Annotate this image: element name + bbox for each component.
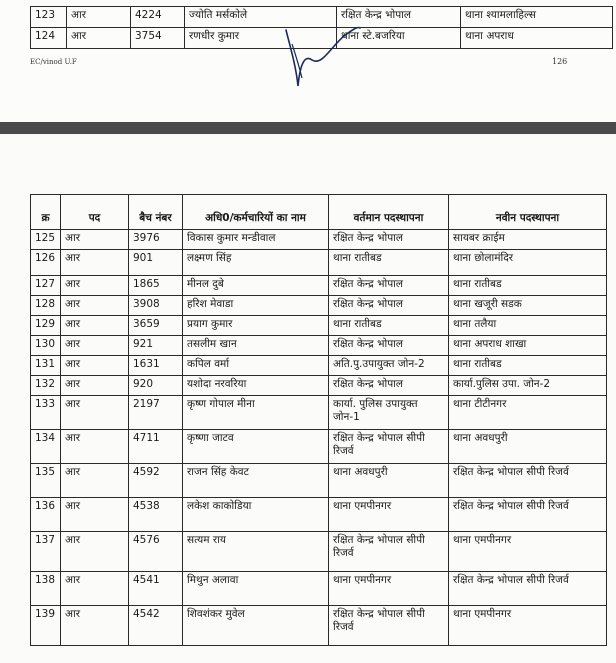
page-number: 126 — [552, 57, 568, 66]
employee-name-cell: सत्यम राय — [183, 532, 329, 572]
current-posting-cell: रक्षित केन्द्र भोपाल सीपी रिजर्व — [329, 430, 449, 464]
new-posting-cell: थाना तलैया — [449, 316, 607, 336]
badge-number-cell: 3659 — [129, 316, 183, 336]
table-row — [31, 316, 607, 336]
badge-number-cell: 1631 — [129, 356, 183, 376]
previous-page-fragment — [0, 0, 616, 122]
post-cell: आर — [67, 28, 131, 49]
new-posting-cell: थाना एमपीनगर — [449, 532, 607, 572]
badge-number-cell: 4224 — [131, 7, 185, 28]
post-cell: आर — [61, 376, 129, 396]
serial-number-cell: 128 — [31, 296, 61, 316]
badge-number-cell: 4711 — [129, 430, 183, 464]
document-reference: EC/vinod U.F — [30, 58, 77, 66]
serial-number-cell: 132 — [31, 376, 61, 396]
table-row — [31, 296, 607, 316]
badge-number-cell: 921 — [129, 336, 183, 356]
post-cell: आर — [61, 396, 129, 430]
employee-name-cell: रणधीर कुमार — [185, 28, 337, 49]
new-posting-cell: थाना अवधपुरी — [449, 430, 607, 464]
badge-number-cell: 4592 — [129, 464, 183, 498]
badge-number-cell: 920 — [129, 376, 183, 396]
serial-number-cell: 135 — [31, 464, 61, 498]
new-posting-cell: थाना रातीबड — [449, 356, 607, 376]
post-cell: आर — [61, 498, 129, 532]
new-posting-cell: थाना एमपीनगर — [449, 606, 607, 646]
new-posting-cell: थाना रातीबड — [449, 276, 607, 296]
current-posting-cell: कार्या. पुलिस उपायुक्त जोन-1 — [329, 396, 449, 430]
employee-name-cell: राजन सिंह केवट — [183, 464, 329, 498]
new-posting-cell: सायबर क्राईम — [449, 230, 607, 250]
new-posting-cell: थाना टीटीनगर — [449, 396, 607, 430]
current-posting-cell: रक्षित केन्द्र भोपाल — [329, 336, 449, 356]
current-posting-cell: थाना एमपीनगर — [329, 572, 449, 606]
table-row — [31, 498, 607, 532]
table-row — [31, 532, 607, 572]
table-row — [31, 7, 613, 28]
new-posting-cell: थाना श्यामलाहिल्स — [461, 7, 613, 28]
employee-name-cell: मिथुन अलावा — [183, 572, 329, 606]
current-posting-cell: थाना स्टे.बजरिया — [337, 28, 461, 49]
serial-number-cell: 131 — [31, 356, 61, 376]
current-posting-cell: रक्षित केन्द्र भोपाल सीपी रिजर्व — [329, 532, 449, 572]
post-cell: आर — [67, 7, 131, 28]
table-row — [31, 430, 607, 464]
new-posting-cell: कार्या.पुलिस उपा. जोन-2 — [449, 376, 607, 396]
table-row — [31, 250, 607, 276]
serial-number-cell: 138 — [31, 572, 61, 606]
employee-name-cell: यशोदा नरवरिया — [183, 376, 329, 396]
current-posting-cell: थाना रातीबड — [329, 250, 449, 276]
employee-name-cell: कृष्णा जाटव — [183, 430, 329, 464]
current-posting-cell: रक्षित केन्द्र भोपाल — [329, 376, 449, 396]
header-serial-number: क्र — [31, 195, 61, 230]
badge-number-cell: 4542 — [129, 606, 183, 646]
employee-name-cell: शिवशंकर मुवेल — [183, 606, 329, 646]
current-posting-cell: रक्षित केन्द्र भोपाल — [329, 230, 449, 250]
current-posting-cell: रक्षित केन्द्र भोपाल — [337, 7, 461, 28]
current-posting-cell: रक्षित केन्द्र भोपाल सीपी रिजर्व — [329, 606, 449, 646]
table-row — [31, 276, 607, 296]
table-header-row — [31, 195, 607, 230]
new-posting-cell: थाना अपराध शाखा — [449, 336, 607, 356]
employee-name-cell: प्रयाग कुमार — [183, 316, 329, 336]
post-cell: आर — [61, 572, 129, 606]
serial-number-cell: 125 — [31, 230, 61, 250]
serial-number-cell: 139 — [31, 606, 61, 646]
table-row — [31, 356, 607, 376]
current-posting-cell: रक्षित केन्द्र भोपाल — [329, 296, 449, 316]
employee-name-cell: लक्ष्मण सिंह — [183, 250, 329, 276]
post-cell: आर — [61, 296, 129, 316]
employee-name-cell: तसलीम खान — [183, 336, 329, 356]
header-employee-name: अधि0/कर्मचारियों का नाम — [183, 195, 329, 230]
serial-number-cell: 124 — [31, 28, 67, 49]
post-cell: आर — [61, 230, 129, 250]
serial-number-cell: 123 — [31, 7, 67, 28]
serial-number-cell: 134 — [31, 430, 61, 464]
new-posting-cell: थाना अपराध — [461, 28, 613, 49]
badge-number-cell: 3754 — [131, 28, 185, 49]
post-cell: आर — [61, 464, 129, 498]
serial-number-cell: 136 — [31, 498, 61, 532]
table-row — [31, 396, 607, 430]
new-posting-cell: रक्षित केन्द्र भोपाल सीपी रिजर्व — [449, 464, 607, 498]
header-post: पद — [61, 195, 129, 230]
employee-name-cell: हरिश मेवाडा — [183, 296, 329, 316]
new-posting-cell: थाना छोलामंदिर — [449, 250, 607, 276]
employee-name-cell: मीनल दुबे — [183, 276, 329, 296]
employee-name-cell: कपिल वर्मा — [183, 356, 329, 376]
serial-number-cell: 137 — [31, 532, 61, 572]
post-cell: आर — [61, 276, 129, 296]
new-posting-cell: रक्षित केन्द्र भोपाल सीपी रिजर्व — [449, 572, 607, 606]
current-posting-cell: थाना अवधपुरी — [329, 464, 449, 498]
badge-number-cell: 4576 — [129, 532, 183, 572]
badge-number-cell: 3976 — [129, 230, 183, 250]
badge-number-cell: 1865 — [129, 276, 183, 296]
table-row — [31, 606, 607, 646]
badge-number-cell: 4538 — [129, 498, 183, 532]
serial-number-cell: 130 — [31, 336, 61, 356]
badge-number-cell: 4541 — [129, 572, 183, 606]
header-badge-number: बैच नंबर — [129, 195, 183, 230]
page-separator — [0, 122, 616, 134]
new-posting-cell: थाना खजूरी सडक — [449, 296, 607, 316]
badge-number-cell: 901 — [129, 250, 183, 276]
post-cell: आर — [61, 250, 129, 276]
current-posting-cell: थाना रातीबड — [329, 316, 449, 336]
employee-name-cell: विकास कुमार मन्डीवाल — [183, 230, 329, 250]
table-row — [31, 464, 607, 498]
badge-number-cell: 2197 — [129, 396, 183, 430]
transfer-table — [30, 194, 607, 646]
employee-name-cell: ज्योति मर्सकोले — [185, 7, 337, 28]
header-new-posting: नवीन पदस्थापना — [449, 195, 607, 230]
serial-number-cell: 126 — [31, 250, 61, 276]
post-cell: आर — [61, 336, 129, 356]
post-cell: आर — [61, 532, 129, 572]
new-posting-cell: रक्षित केन्द्र भोपाल सीपी रिजर्व — [449, 498, 607, 532]
serial-number-cell: 127 — [31, 276, 61, 296]
current-posting-cell: रक्षित केन्द्र भोपाल — [329, 276, 449, 296]
badge-number-cell: 3908 — [129, 296, 183, 316]
current-posting-cell: अति.पु.उपायुक्त जोन-2 — [329, 356, 449, 376]
serial-number-cell: 129 — [31, 316, 61, 336]
serial-number-cell: 133 — [31, 396, 61, 430]
current-posting-cell: थाना एमपीनगर — [329, 498, 449, 532]
header-current-posting: वर्तमान पदस्थापना — [329, 195, 449, 230]
table-row — [31, 376, 607, 396]
employee-name-cell: लकेश काकोडिया — [183, 498, 329, 532]
post-cell: आर — [61, 316, 129, 336]
post-cell: आर — [61, 356, 129, 376]
table-row — [31, 230, 607, 250]
table-row — [31, 336, 607, 356]
signature-scribble — [282, 26, 362, 92]
post-cell: आर — [61, 606, 129, 646]
current-page — [0, 134, 616, 663]
employee-name-cell: कृष्ण गोपाल मीना — [183, 396, 329, 430]
table-row — [31, 572, 607, 606]
post-cell: आर — [61, 430, 129, 464]
